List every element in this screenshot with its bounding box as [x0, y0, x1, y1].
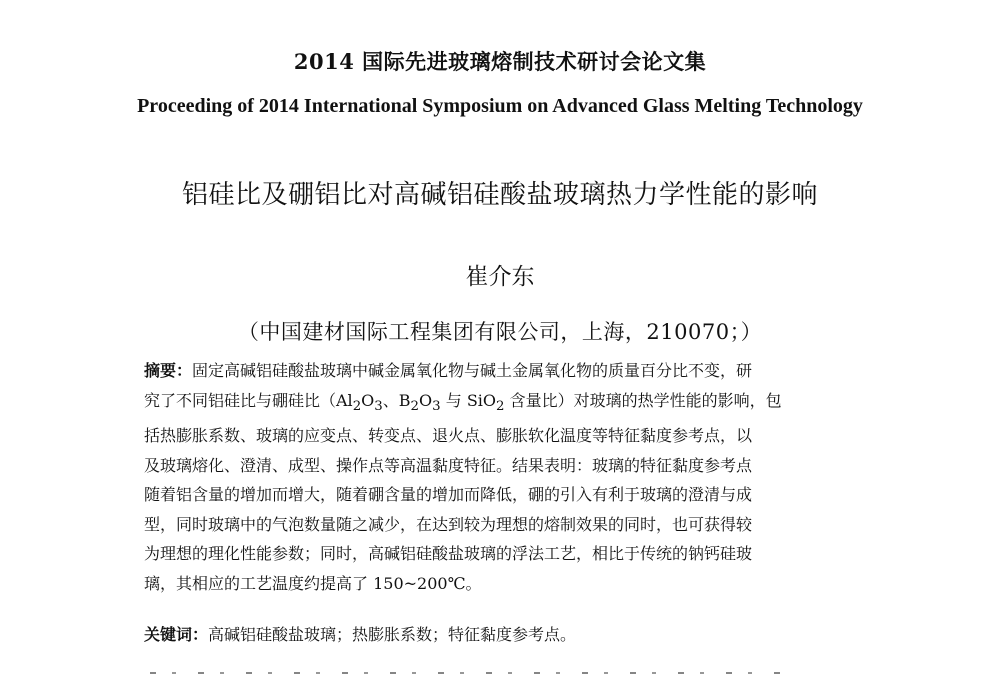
abstract-line: 璃，其相应的工艺温度约提高了 150~200℃。: [144, 573, 482, 593]
keywords-label: 关键词：: [144, 625, 209, 644]
abstract-line: [144, 356, 860, 386]
abstract-text: 含量比）对玻璃的热学性能的影响，包: [504, 390, 782, 410]
subscript: 3: [432, 398, 441, 414]
proceeding-title-english: Proceeding of 2014 International Symposium on Advanced Glass Melting Technology: [137, 95, 863, 117]
abstract-line: 随着铝含量的增加而增大，随着硼含量的增加而降低，硼的引入有利于玻璃的澄清与成: [144, 485, 753, 505]
proceeding-title-chinese: 2014 国际先进玻璃熔制技术研讨会论文集: [293, 49, 707, 74]
keywords: [144, 620, 860, 649]
abstract-text: 固定高碱铝硅酸盐玻璃中碱金属氧化物与碱土金属氧化物的质量百分比不变，研: [192, 361, 753, 380]
abstract-text: 、B: [382, 390, 411, 410]
abstract-line: 为理想的理化性能参数；同时，高碱铝硅酸盐玻璃的浮法工艺，相比于传统的钠钙硅玻: [144, 544, 753, 564]
subscript: 3: [374, 398, 383, 414]
abstract-line: 括热膨胀系数、玻璃的应变点、转变点、退火点、膨胀软化温度等特征黏度参考点，以: [144, 426, 753, 446]
abstract-text: O: [419, 390, 433, 410]
cut-off-text-line: [150, 672, 790, 674]
abstract-label: 摘要：: [144, 361, 193, 380]
subscript: 2: [410, 398, 420, 414]
abstract-line: 及玻璃熔化、澄清、成型、操作点等高温黏度特征。结果表明：玻璃的特征黏度参考点: [144, 455, 753, 475]
abstract: [144, 356, 860, 598]
abstract-text: 究了不同铝硅比与硼硅比（Al: [144, 390, 353, 410]
subscript: 2: [352, 398, 362, 414]
author-affiliation: （中国建材国际工程集团有限公司，上海，210070；）: [237, 320, 763, 344]
abstract-text: O: [361, 390, 375, 410]
subscript: 2: [496, 398, 505, 414]
keywords-text: 高碱铝硅酸盐玻璃；热膨胀系数；特征黏度参考点。: [208, 625, 577, 644]
abstract-line: [144, 386, 860, 422]
author-name: 崔介东: [465, 264, 535, 290]
paper-title: 铝硅比及硼铝比对高碱铝硅酸盐玻璃热力学性能的影响: [181, 180, 818, 210]
abstract-text: 与 SiO: [440, 390, 497, 410]
abstract-line: 型，同时玻璃中的气泡数量随之减少，在达到较为理想的熔制效果的同时，也可获得较: [144, 514, 753, 534]
